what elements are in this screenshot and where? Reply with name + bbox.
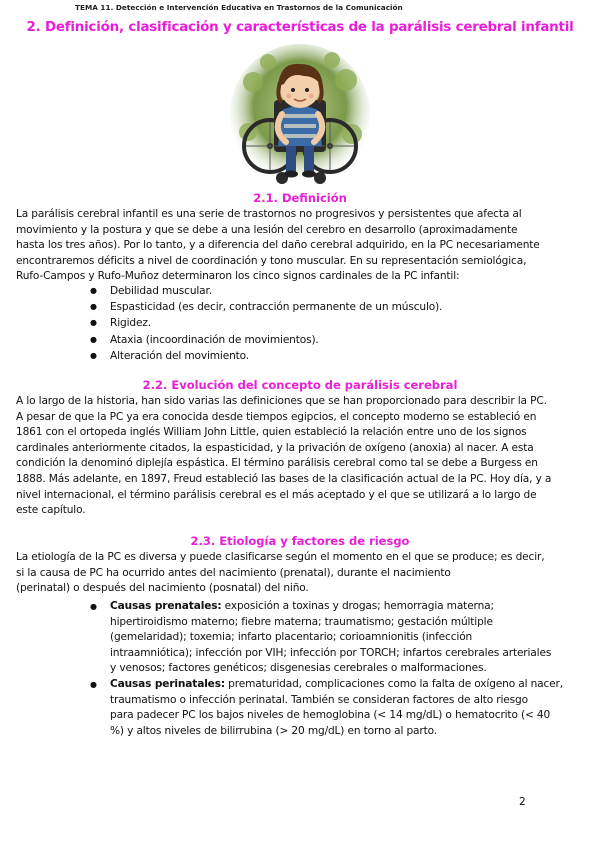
paragraph-line: 1888. Más adelante, en 1897, Freud estableció las bases de la clasificación actual de la PC. Hoy día, y a (16, 472, 552, 485)
paragraph-line: condición la denominó diplejía espástica. El término parálisis cerebral como tal se debe a Burgess en (16, 457, 538, 470)
page-number: 2 (519, 796, 526, 808)
cause-line: traumatismo o infección perinatal. También se consideran factores de alto riesgo (110, 693, 528, 706)
paragraph-line: La etiología de la PC es diversa y puede clasificarse según el momento en el que se produce; es decir, (16, 551, 545, 563)
paragraph-line: este capítulo. (16, 504, 86, 517)
cause-label: Causas perinatales: (110, 677, 225, 690)
list-item: ● Debilidad muscular. (90, 283, 442, 299)
running-header: TEMA 11. Detección e Intervención Educativa en Trastornos de la Comunicación (75, 3, 403, 12)
cardinal-signs-list (90, 283, 442, 364)
paragraph-line: A lo largo de la historia, han sido varias las definiciones que se han proporcionado para describir la PC. (16, 395, 547, 407)
paragraph-line: hasta los tres años). Por lo tanto, y a diferencia del daño cerebral adquirido, en la PC necesariamente (16, 239, 540, 252)
paragraph-line: nivel internacional, el término parálisis cerebral es el más aceptado y el que se utilizará a lo largo de (16, 488, 537, 501)
paragraph-line: si la causa de PC ha ocurrido antes del nacimiento (prenatal), durante el nacimiento (16, 566, 451, 579)
list-item-prenatal (90, 599, 563, 677)
paragraph-line: encontraremos déficits a nivel de coordinación y tono muscular. En su representación semiológica, (16, 254, 527, 267)
section-title-definicion: 2.1. Definición (253, 191, 347, 205)
cause-line: y venosos; factores genéticos; disgenesias cerebrales o malformaciones. (110, 662, 487, 675)
paragraph-line: movimiento y la postura y que se debe a una lesión del cerebro en desarrollo (aproximadamente (16, 223, 518, 236)
paragraph-line: Rufo-Campos y Rufo-Muñoz determinaron los cinco signos cardinales de la PC infantil: (16, 270, 460, 283)
cause-line: hipertiroidismo materno; fiebre materna; traumatismo; gestación múltiple (110, 615, 493, 628)
section-title-evolucion: 2.2. Evolución del concepto de parálisis cerebral (142, 378, 458, 392)
list-item-perinatal (90, 677, 563, 739)
etiology-paragraph (16, 550, 588, 597)
paragraph-line: A pesar de que la PC ya era conocida desde tiempos egipcios, el concepto moderno se estableció en (16, 410, 537, 423)
cause-text: prematuridad, complicaciones como la falta de oxígeno al nacer, (224, 677, 563, 690)
child-in-wheelchair-illustration (228, 42, 372, 188)
main-title: 2. Definición, clasificación y características de la parálisis cerebral infantil (26, 20, 574, 35)
list-item: ● Alteración del movimiento. (90, 348, 442, 364)
cause-label: Causas prenatales: (110, 600, 222, 612)
evolution-paragraph (16, 394, 588, 519)
cause-line: %) y altos niveles de bilirrubina (> 20 mg/dL) en torno al parto. (110, 724, 437, 737)
list-item: ● Espasticidad (es decir, contracción permanente de un músculo). (90, 299, 442, 315)
cause-text: exposición a toxinas y drogas; hemorragia materna; (221, 600, 494, 612)
cause-line: intraamniótica); infección por VIH; infección por TORCH; infartos cerebrales arteriales (110, 646, 552, 659)
definition-paragraph (16, 207, 588, 285)
paragraph-line: La parálisis cerebral infantil es una serie de trastornos no progresivos y persistentes que afecta al (16, 208, 522, 220)
list-item: ● Ataxia (incoordinación de movimientos). (90, 332, 442, 348)
cause-line: (gemelaridad); toxemia; infarto placentario; corioamnionitis (infección (110, 631, 473, 644)
paragraph-line: 1861 con el ortopeda inglés William John Little, quien estableció la relación entre uno de los signos (16, 426, 527, 439)
section-title-etiologia: 2.3. Etiología y factores de riesgo (190, 534, 410, 548)
cause-line: para padecer PC los bajos niveles de hemoglobina (< 14 mg/dL) o hematocrito (< 40 (110, 709, 551, 722)
paragraph-line: (perinatal) o después del nacimiento (posnatal) del niño. (16, 582, 309, 595)
causes-list (90, 599, 563, 739)
list-item: ● Rigidez. (90, 315, 442, 331)
paragraph-line: cardinales anteriormente citados, la espasticidad, y la privación de oxígeno (anoxia) al nacer. A esta (16, 441, 534, 454)
